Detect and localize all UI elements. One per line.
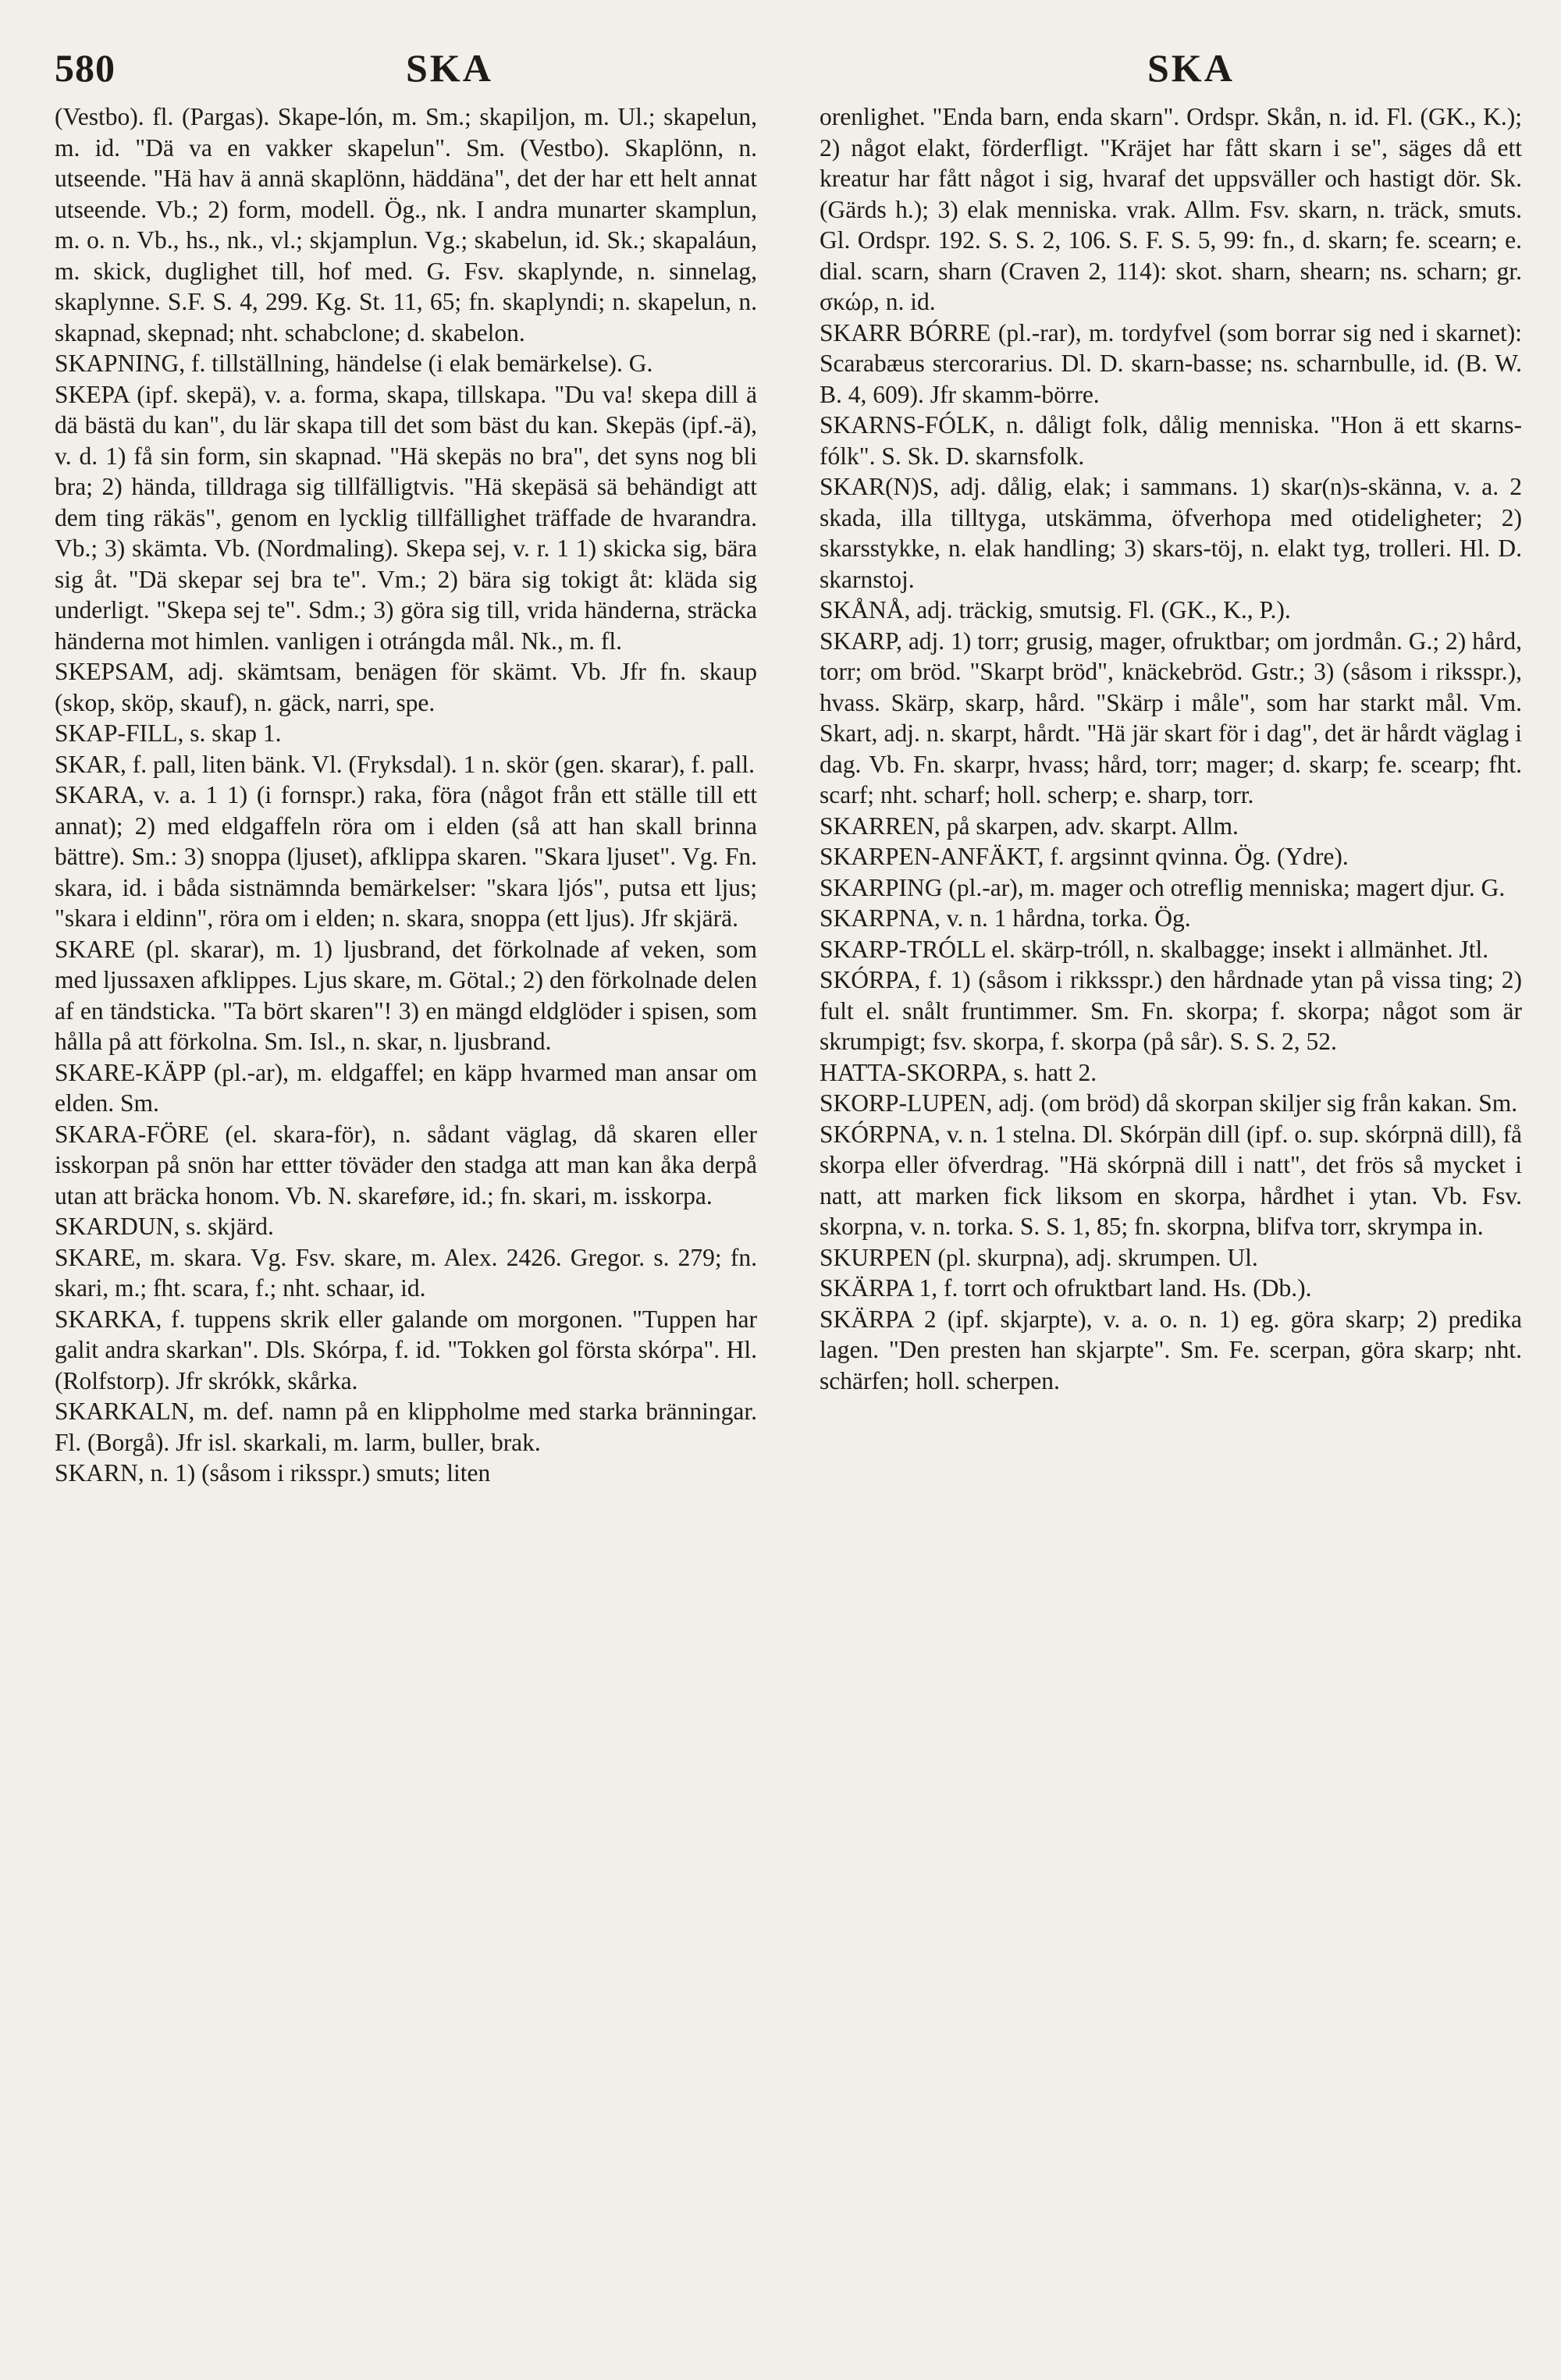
running-head-right: SKA [1147,46,1235,90]
dictionary-entry: SKARPNA, v. n. 1 hårdna, torka. Ög. [820,904,1191,932]
dictionary-entry: SKARE, m. skara. Vg. Fsv. skare, m. Alex. 2426. Gregor. s. 279; fn. skari, m.; fht. scara, f.; nht. schaar, id. [55,1243,757,1302]
page-number: 580 [55,46,116,90]
dictionary-entry: SKARA, v. a. 1 1) (i fornspr.) raka, föra (något från ett ställe till ett annat); 2) med eldgaffeln röra om i elden (så att han skall brinna bättre). Sm.: 3) snoppa (ljuset), afklippa skaren. "Skara ljuset". Vg. Fn. skara, id. i båda sistnämnda bemärkelser: "skara ljós", putsa ett ljus; "skara i eldinn", röra om i elden; n. skara, snoppa (ett ljus). Jfr skjärä. [55,781,757,932]
dictionary-entry: SKURPEN (pl. skurpna), adj. skrumpen. Ul. [820,1243,1258,1271]
dictionary-entry: SKÓRPA, f. 1) (såsom i rikksspr.) den hårdnade ytan på vissa ting; 2) fult el. snålt fruntimmer. Sm. Fn. skorpa; f. skorpa; något som är skrumpigt; fsv. skorpa, f. skorpa (på sår). S. S. 2, 52. [820,966,1522,1055]
dictionary-entry: SKARKA, f. tuppens skrik eller galande om morgonen. "Tuppen har galit andra skarkan". Dls. Skórpa, f. id. "Tokken gol första skórpa". Hl. (Rolfstorp). Jfr skrókk, skårka. [55,1305,757,1394]
dictionary-entry: SKORP-LUPEN, adj. (om bröd) då skorpan skiljer sig från kakan. Sm. [820,1089,1518,1117]
dictionary-entry: SKARDUN, s. skjärd. [55,1213,274,1240]
dictionary-entry: SKEPSAM, adj. skämtsam, benägen för skämt. Vb. Jfr fn. skaup (skop, sköp, skauf), n. gäck, narri, spe. [55,658,757,716]
dictionary-entry: SKARPEN-ANFÄKT, f. argsinnt qvinna. Ög. (Ydre). [820,843,1349,870]
dictionary-entry: SKARP, adj. 1) torr; grusig, mager, ofruktbar; om jordmån. G.; 2) hård, torr; om bröd. "Skarpt bröd", knäckebröd. Gstr.; 3) (såsom i riksspr.), hvass. Skärp, skarp, hård. "Skärp i måle", som har starkt mål. Vm. Skart, adj. n. skarpt, hårdt. "Hä jär skart för i dag", det är hårdt väglag i dag. Vb. Fn. skarpr, hvass; hård, torr; mager; d. skarp; fe. scearp; fht. scarf; nht. scharf; holl. scherp; e. sharp, torr. [820,627,1522,808]
dictionary-entry: SKAR(N)S, adj. dålig, elak; i sammans. 1) skar(n)s-skänna, v. a. 2 skada, illa tilltyga, utskämma, öfverhopa med otideligheter; 2) skarsstykke, n. elak handling; 3) skars-töj, n. elakt tyg, trolleri. Hl. D. skarnstoj. [820,473,1522,593]
dictionary-entry: SKARA-FÖRE (el. skara-för), n. sådant väglag, då skaren eller isskorpan på snön har ettter töväder den stadga att man kan åka derpå utan att bräcka honom. Vb. N. skareføre, id.; fn. skari, m. isskorpa. [55,1120,757,1210]
dictionary-entry: SKÓRPNA, v. n. 1 stelna. Dl. Skórpän dill (ipf. o. sup. skórpnä dill), få skorpa eller öfverdrag. "Hä skórpnä dill i natt", det frös så mycket i natt, att marken fick liksom en skorpa, hårdhet i ytan. Vb. Fsv. skorpna, v. n. torka. S. S. 1, 85; fn. skorpna, blifva torr, skrympa in. [820,1120,1522,1240]
dictionary-entry: (Vestbo). fl. (Pargas). Skape-lón, m. Sm.; skapiljon, m. Ul.; skapelun, m. id. "Dä va en vakker skapelun". Sm. (Vestbo). Skaplönn, n. utseende. "Hä hav ä annä skaplönn, häddäna", det der har ett helt annat utseende. Vb.; 2) form, modell. Ög., nk. I andra munarter skamplun, m. o. n. Vb., hs., nk., vl.; skjamplun. Vg.; skabelun, id. Sk.; skapaláun, m. skick, duglighet till, hof med. G. Fsv. skaplynde, n. sinnelag, skaplynne. S.F. S. 4, 299. Kg. St. 11, 65; fn. skaplyndi; n. skapelun, n. skapnad, skepnad; nht. schabclone; d. skabelon. [55,103,757,346]
right-column [820,101,1522,2357]
dictionary-entry: SKARPING (pl.-ar), m. mager och otreflig menniska; magert djur. G. [820,873,1506,901]
dictionary-entry: SKAR, f. pall, liten bänk. Vl. (Fryksdal). 1 n. skör (gen. skarar), f. pall. [55,750,756,778]
dictionary-entry: SKAP-FILL, s. skap 1. [55,719,282,747]
dictionary-entry: SKARREN, på skarpen, adv. skarpt. Allm. [820,812,1239,840]
dictionary-entry: SKARP-TRÓLL el. skärp-tróll, n. skalbagge; insekt i allmänhet. Jtl. [820,935,1489,963]
left-column [55,101,757,2357]
dictionary-entry: SKÄRPA 2 (ipf. skjarpte), v. a. o. n. 1) eg. göra skarp; 2) predika lagen. "Den presten han skjarpte". Sm. Fe. scerpan, göra skarp; nht. schärfen; holl. scherpen. [820,1305,1522,1394]
dictionary-entry: SKARKALN, m. def. namn på en klippholme med starka bränningar. Fl. (Borgå). Jfr isl. skarkali, m. larm, buller, brak. [55,1398,757,1456]
dictionary-entry: SKAPNING, f. tillställning, händelse (i elak bemärkelse). G. [55,350,653,377]
dictionary-entry: SKARE-KÄPP (pl.-ar), m. eldgaffel; en käpp hvarmed man ansar om elden. Sm. [55,1058,757,1117]
dictionary-entry: SKÅNÅ, adj. träckig, smutsig. Fl. (GK., K., P.). [820,596,1291,623]
dictionary-entry: SKEPA (ipf. skepä), v. a. forma, skapa, tillskapa. "Du va! skepa dill ä dä bästä du kan", du lär skapa till det som bäst du kan. Skepäs (ipf.-ä), v. d. 1) få sin form, sin skapnad. "Hä skepäs no bra", det syns nog bli bra; 2) hända, tilldraga sig tillfälligtvis. "Hä skepäsä sä behändigt att dem ting räkäs", genom en lycklig tillfällighet träffade de hvarandra. Vb.; 3) skämta. Vb. (Nordmaling). Skepa sej, v. r. 1 1) skicka sig, bära sig åt. "Dä skepar sej bra te". Vm.; 2) bära sig tokigt åt: kläda sig underligt. "Skepa sej te". Sdm.; 3) göra sig till, vrida händerna, sträcka händerna mot himlen. vanligen i otrángda mål. Nk., m. fl. [55,380,757,655]
dictionary-entry: SKÄRPA 1, f. torrt och ofruktbart land. Hs. (Db.). [820,1274,1312,1302]
dictionary-entry: SKARE (pl. skarar), m. 1) ljusbrand, det förkolnade af veken, som med ljussaxen afklippes. Ljus skare, m. Götal.; 2) den förkolnade delen af en tändsticka. "Ta bört skaren"! 3) en mängd eldglöder i spisen, som hålla på att förkolna. Sm. Isl., n. skar, n. ljusbrand. [55,935,757,1055]
dictionary-entry: SKARR BÓRRE (pl.-rar), m. tordyfvel (som borrar sig ned i skarnet): Scarabæus stercorarius. Dl. D. skarn-basse; ns. scharnbulle, id. (B. W. B. 4, 609). Jfr skamm-börre. [820,318,1522,408]
dictionary-entry: HATTA-SKORPA, s. hatt 2. [820,1058,1097,1086]
dictionary-entry: orenlighet. "Enda barn, enda skarn". Ordspr. Skån, n. id. Fl. (GK., K.); 2) något elakt, förderfligt. "Kräjet har fått skarn i se", säges då ett kreatur har fått något i sig, hvaraf det uppsväller och hastigt dör. Sk. (Gärds h.); 3) elak menniska. vrak. Allm. Fsv. skarn, n. träck, smuts. Gl. Ordspr. 192. S. S. 2, 106. S. F. S. 5, 99: fn., d. skarn; fe. scearn; e. dial. scarn, sharn (Craven 2, 114): skot. sharn, shearn; ns. scharn; gr. σκώρ, n. id. [820,103,1522,315]
dictionary-entry: SKARN, n. 1) (såsom i riksspr.) smuts; liten [55,1459,491,1487]
running-head-left: SKA [406,46,493,90]
dictionary-entry: SKARNS-FÓLK, n. dåligt folk, dålig menniska. "Hon ä ett skarns-fólk". S. Sk. D. skarnsfolk. [820,411,1522,470]
page-header [0,31,1561,101]
